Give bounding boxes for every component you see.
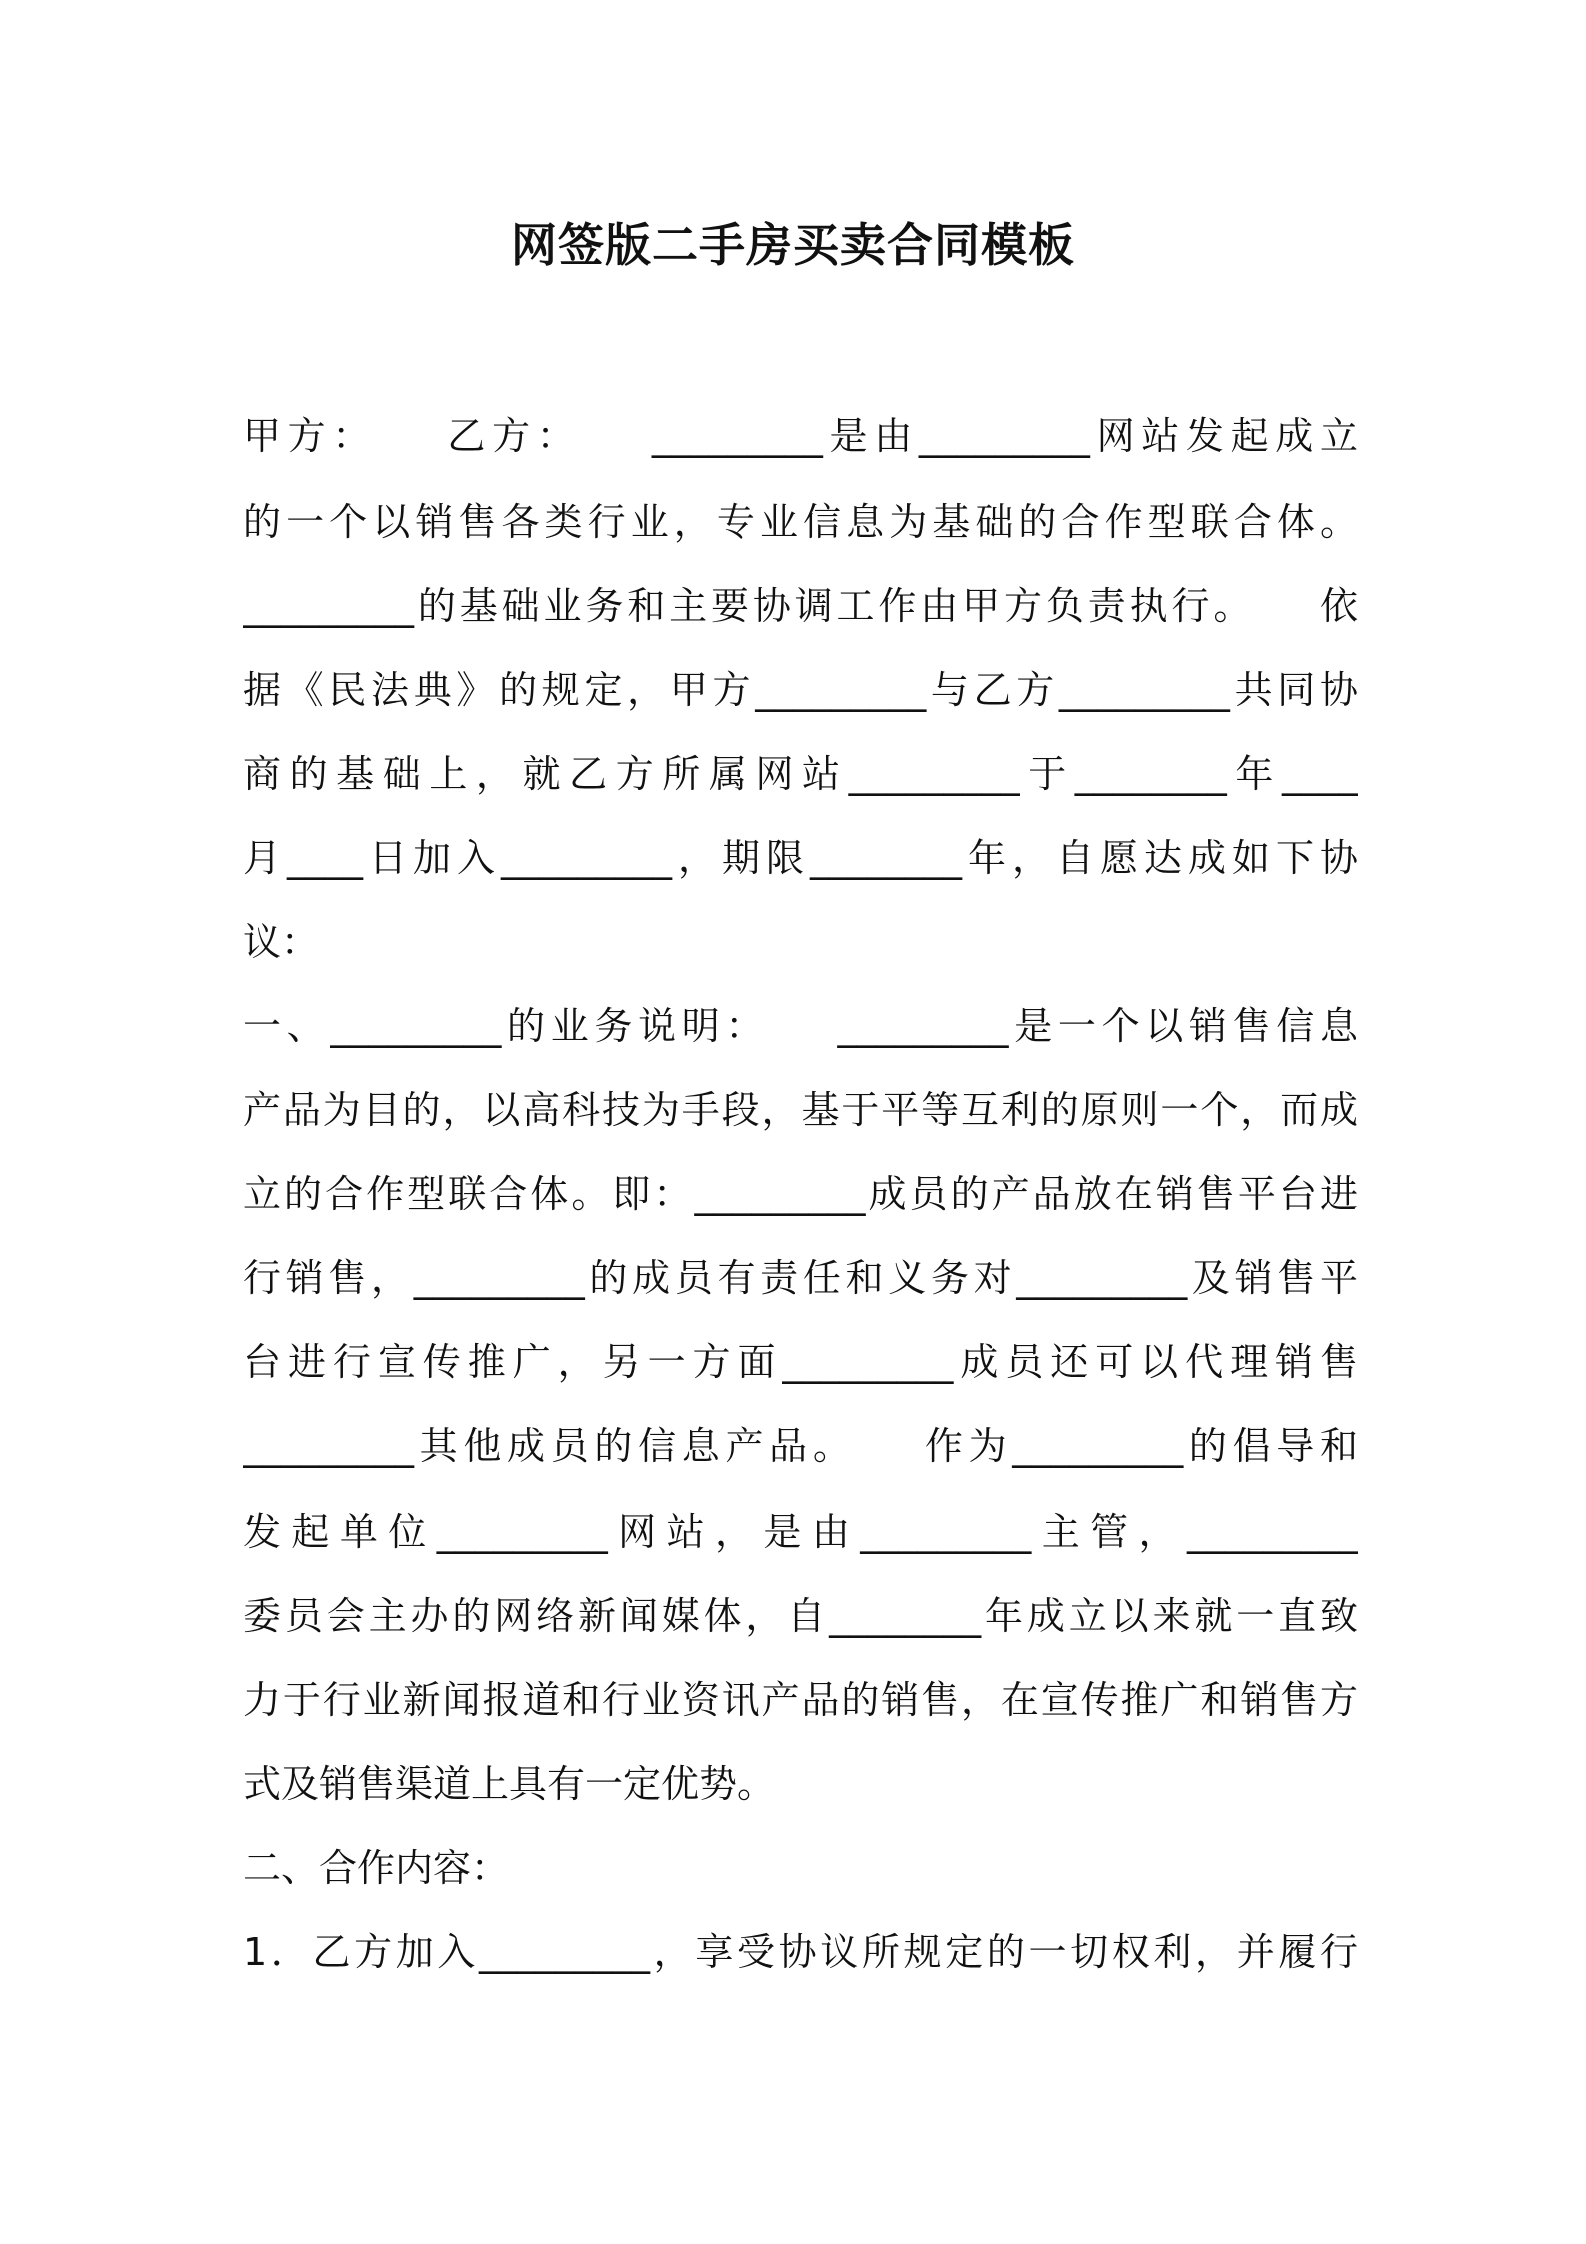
paragraph-line: 1．乙方加入_________，享受协议所规定的一切权利，并履行: [243, 1930, 1358, 1974]
paragraph-line: _________的基础业务和主要协调工作由甲方负责执行。 依: [243, 584, 1358, 628]
paragraph-line: 的一个以销售各类行业，专业信息为基础的合作型联合体。: [243, 500, 1358, 544]
paragraph-line: 力于行业新闻报道和行业资讯产品的销售，在宣传推广和销售方: [243, 1678, 1358, 1722]
paragraph-line: 月____日加入_________，期限________年，自愿达成如下协: [243, 836, 1358, 880]
section-heading: 二、合作内容：: [243, 1846, 510, 1890]
paragraph-line: _________其他成员的信息产品。 作为_________的倡导和: [243, 1424, 1358, 1468]
paragraph-line: 式及销售渠道上具有一定优势。: [243, 1762, 776, 1806]
paragraph-line: 委员会主办的网络新闻媒体，自________年成立以来就一直致: [243, 1594, 1358, 1638]
paragraph-line: 据《民法典》的规定，甲方_________与乙方_________共同协: [243, 668, 1358, 712]
paragraph-line: 立的合作型联合体。即：_________成员的产品放在销售平台进: [243, 1172, 1358, 1216]
paragraph-line: 议：: [243, 920, 320, 964]
document-title: 网签版二手房买卖合同模板: [511, 218, 1075, 272]
paragraph-line: 商的基础上，就乙方所属网站_________于________年____: [243, 752, 1358, 796]
paragraph-line: 一、_________的业务说明： _________是一个以销售信息: [243, 1004, 1358, 1048]
paragraph-line: 甲方： 乙方： _________是由_________网站发起成立: [243, 414, 1358, 458]
paragraph-line: 发起单位_________网站，是由_________主管，_________: [243, 1510, 1358, 1554]
paragraph-line: 产品为目的，以高科技为手段，基于平等互利的原则一个，而成: [243, 1088, 1358, 1132]
paragraph-line: 行销售，_________的成员有责任和义务对_________及销售平: [243, 1256, 1358, 1300]
paragraph-line: 台进行宣传推广，另一方面_________成员还可以代理销售: [243, 1340, 1358, 1384]
